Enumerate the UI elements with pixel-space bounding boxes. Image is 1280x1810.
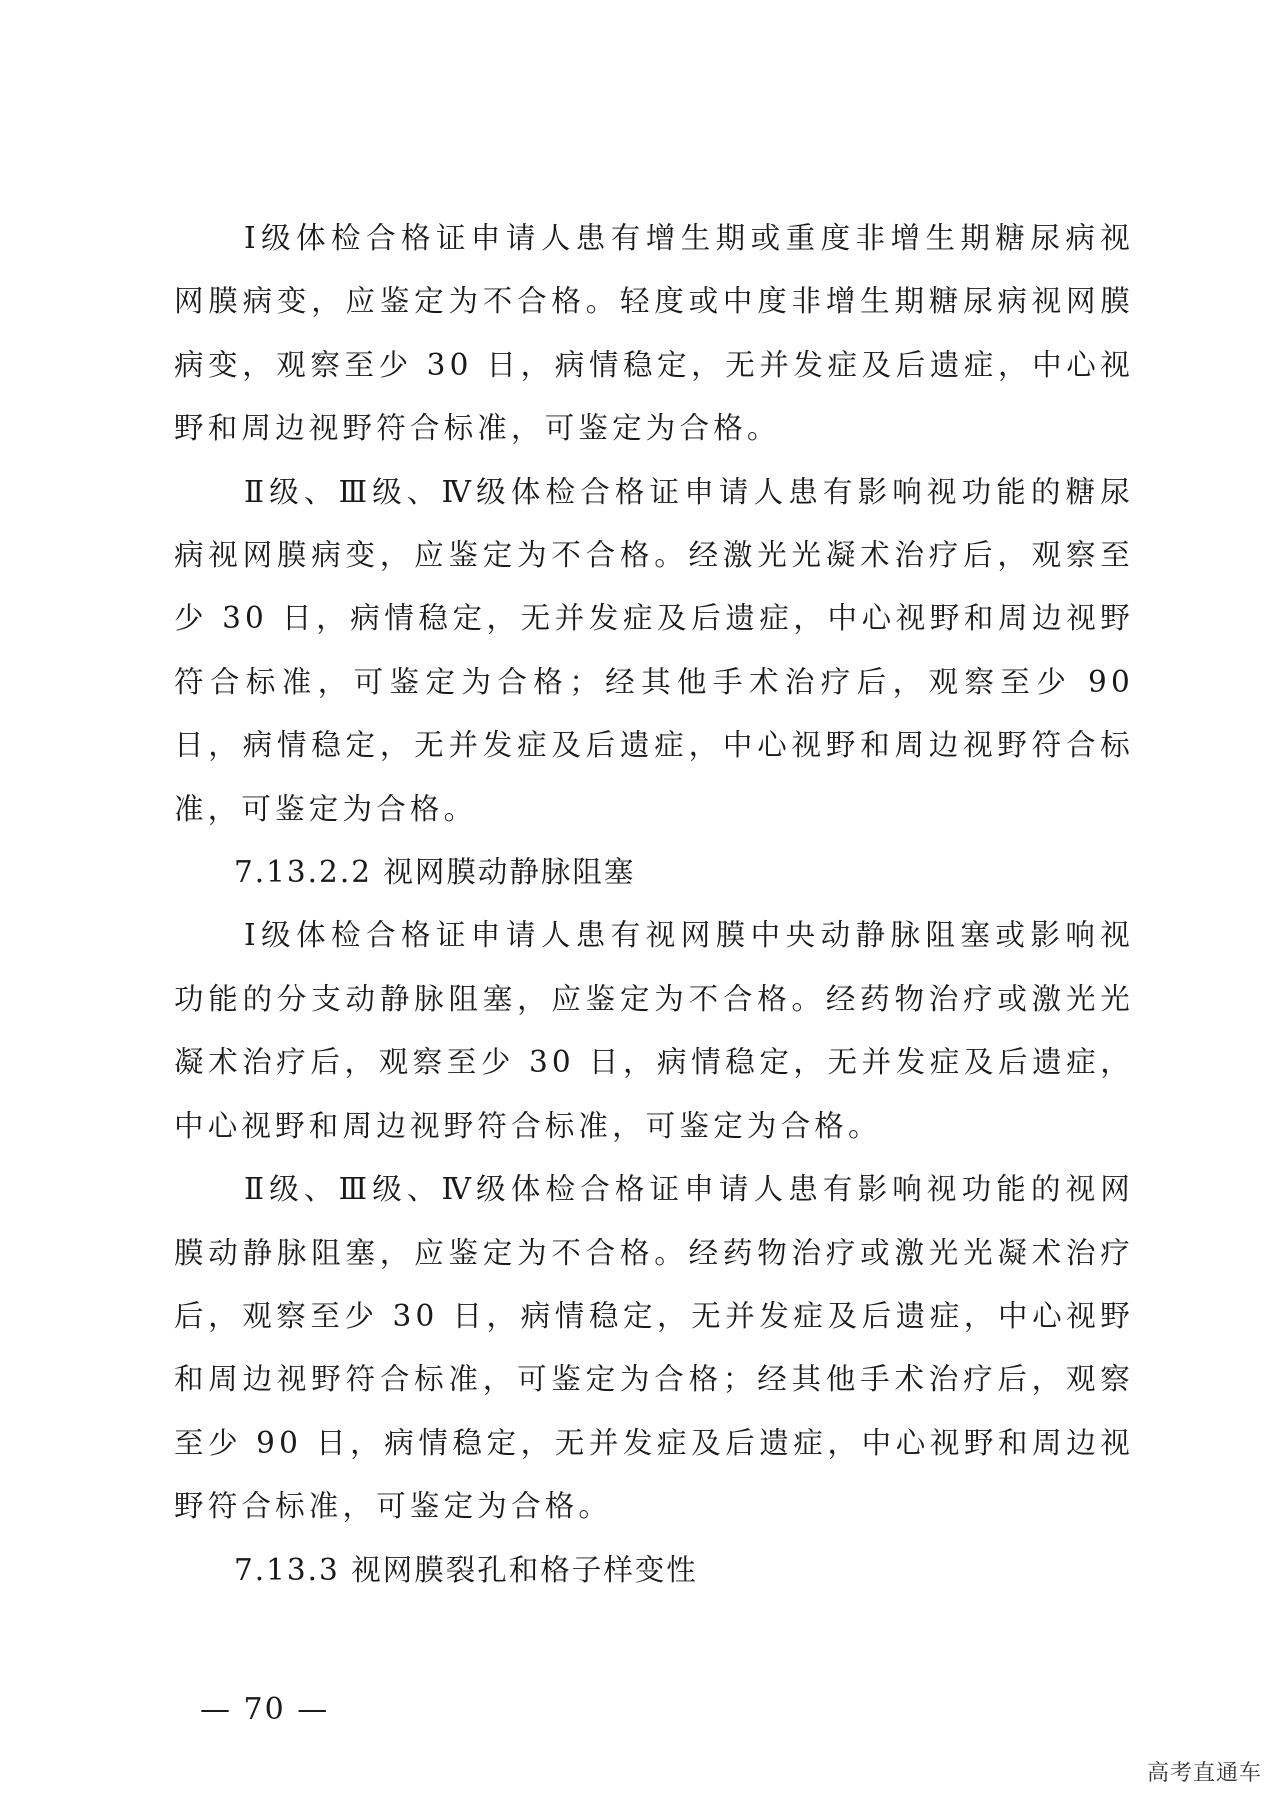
document-body	[174, 207, 1134, 1602]
section-heading-7-13-2-2: 7.13.2.2 视网膜动静脉阻塞	[234, 855, 636, 890]
paragraph-diabetic-retinopathy-class1: Ⅰ级体检合格证申请人患有增生期或重度非增生期糖尿病视网膜病变，应鉴定为不合格。轻度或中度非增生期糖尿病视网膜病变，观察至少 30 日，病情稳定，无并发症及后遗症，中心视野和周边视野符合标准，可鉴定为合格。	[174, 221, 1134, 446]
paragraph-retinal-vascular-occlusion-class2-4: Ⅱ级、Ⅲ级、Ⅳ级体检合格证申请人患有影响视功能的视网膜动静脉阻塞，应鉴定为不合格。经药物治疗或激光光凝术治疗后，观察至少 30 日，病情稳定，无并发症及后遗症，中心视野和周边视野符合标准，可鉴定为合格；经其他手术治疗后，观察至少 90 日，病情稳定，无并发症及后遗症，中心视野和周边视野符合标准，可鉴定为合格。	[174, 1172, 1134, 1524]
paragraph-retinal-vascular-occlusion-class1: Ⅰ级体检合格证申请人患有视网膜中央动静脉阻塞或影响视功能的分支动静脉阻塞，应鉴定为不合格。经药物治疗或激光光凝术治疗后，观察至少 30 日，病情稳定，无并发症及后遗症，中心视野和周边视野符合标准，可鉴定为合格。	[174, 918, 1134, 1143]
watermark-text: 高考直通车	[1146, 1761, 1262, 1786]
section-heading-7-13-3: 7.13.3 视网膜裂孔和格子样变性	[234, 1552, 698, 1587]
page-number: — 70 —	[200, 1692, 330, 1727]
paragraph-diabetic-retinopathy-class2-4: Ⅱ级、Ⅲ级、Ⅳ级体检合格证申请人患有影响视功能的糖尿病视网膜病变，应鉴定为不合格。经激光光凝术治疗后，观察至少 30 日，病情稳定，无并发症及后遗症，中心视野和周边视野符合标准，可鉴定为合格；经其他手术治疗后，观察至少 90 日，病情稳定，无并发症及后遗症，中心视野和周边视野符合标准，可鉴定为合格。	[174, 474, 1134, 826]
